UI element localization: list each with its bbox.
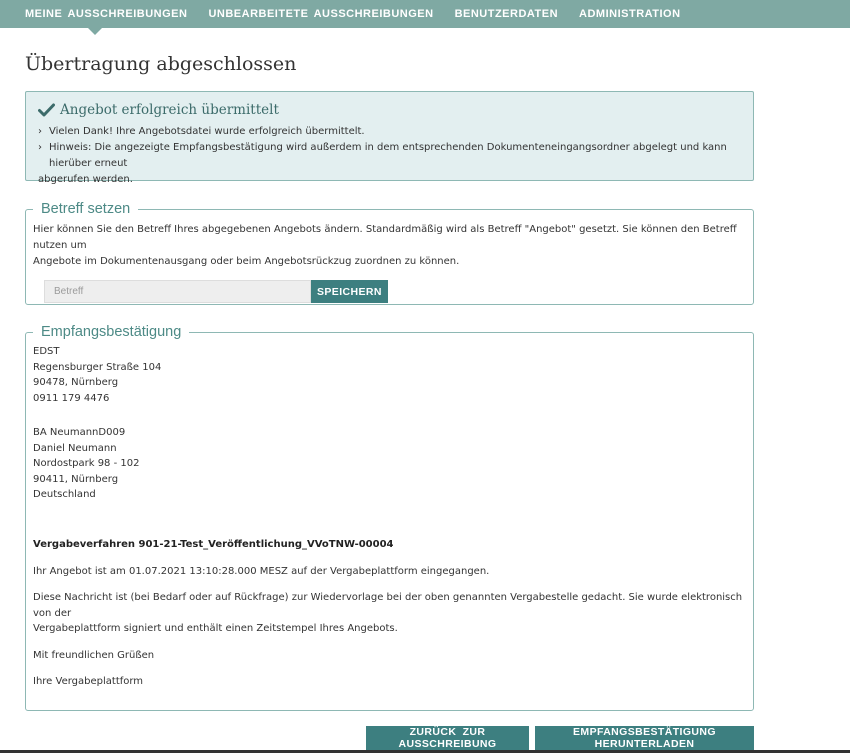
recipient-line: BA NeumannD009 xyxy=(33,427,126,438)
betreff-input-row xyxy=(44,280,746,303)
chevron-right-icon: › xyxy=(38,142,42,153)
success-message-2 xyxy=(38,140,741,172)
success-title: Angebot erfolgreich übermittelt xyxy=(60,102,279,118)
nav-item-unbearbeitete-ausschreibungen[interactable]: UNBEARBEITETE AUSSCHREIBUNGEN xyxy=(208,8,434,20)
recipient-line: Deutschland xyxy=(33,489,96,500)
success-alert xyxy=(25,91,754,185)
success-message-text-1: Vielen Dank! Ihre Angebotsdatei wurde erfolgreich übermittelt. xyxy=(49,126,365,137)
success-message-3 xyxy=(38,172,741,188)
procedure-title: Vergabeverfahren 901-21-Test_Veröffentlichung_VVoTNW-00004 xyxy=(33,538,394,550)
nav-item-benutzerdaten[interactable]: BENUTZERDATEN xyxy=(454,8,559,20)
receipt-note-line-1: Diese Nachricht ist (bei Bedarf oder auf Rückfrage) zur Wiedervorlage bei der oben genannten Vergabestelle gedacht. Sie wurde elektronisch von der xyxy=(33,592,743,619)
empfang-legend: Empfangsbestätigung xyxy=(41,324,182,340)
received-statement: Ihr Angebot ist am 01.07.2021 13:10:28.000 MESZ auf der Vergabeplattform eingegangen. xyxy=(33,565,490,577)
sender-line: Regensburger Straße 104 xyxy=(33,361,162,373)
recipient-line: 90411, Nürnberg xyxy=(33,473,119,485)
receipt-note-line-2: Vergabeplattform signiert und enthält einen Zeitstempel Ihres Angebots. xyxy=(33,623,398,634)
success-message-text-3: abgerufen werden. xyxy=(38,174,133,185)
recipient-line: Nordostpark 98 - 102 xyxy=(33,458,140,469)
success-message-1 xyxy=(38,124,741,140)
nav-item-administration[interactable]: ADMINISTRATION xyxy=(579,8,681,20)
sender-line: 90478, Nürnberg xyxy=(33,377,119,388)
receipt-content xyxy=(33,344,746,690)
success-message-text-2: Hinweis: Die angezeigte Empfangsbestätigung wird außerdem in dem entsprechenden Dokumenteneingangsordner abgelegt und kann hierüber erneut xyxy=(49,142,727,169)
sender-line: 0911 179 4476 xyxy=(33,392,110,404)
back-to-tender-button[interactable]: ZURÜCK ZUR AUSSCHREIBUNG xyxy=(366,726,529,750)
download-receipt-button[interactable]: EMPFANGSBESTÄTIGUNG HERUNTERLADEN xyxy=(535,726,754,750)
check-icon xyxy=(38,103,55,117)
empfangsbestaetigung-section xyxy=(25,324,754,711)
betreff-section xyxy=(25,201,754,305)
betreff-legend: Betreff setzen xyxy=(41,201,131,217)
betreff-description-line-1: Hier können Sie den Betreff Ihres abgegebenen Angebots ändern. Standardmäßig wird als Betreff "Angebot" gesetzt. Sie können den Betreff nutzen um xyxy=(33,224,737,251)
sender-line: EDST xyxy=(33,346,60,357)
save-button[interactable]: SPEICHERN xyxy=(311,280,388,303)
recipient-address xyxy=(33,425,746,503)
success-header xyxy=(38,102,741,118)
nav-item-meine-ausschreibungen[interactable]: MEINE AUSSCHREIBUNGEN xyxy=(25,8,188,20)
betreff-description xyxy=(33,222,746,270)
sender-address xyxy=(33,344,746,406)
chevron-right-icon: › xyxy=(38,126,42,137)
betreff-description-line-2: Angebote im Dokumentenausgang oder beim Angebotsrückzug zuordnen zu können. xyxy=(33,256,460,267)
signature: Ihre Vergabeplattform xyxy=(33,676,144,687)
top-navigation xyxy=(0,0,850,28)
page-title: Übertragung abgeschlossen xyxy=(25,53,297,75)
recipient-line: Daniel Neumann xyxy=(33,442,117,454)
greeting: Mit freundlichen Grüßen xyxy=(33,649,155,661)
betreff-input[interactable] xyxy=(44,280,311,303)
action-buttons xyxy=(366,726,754,750)
